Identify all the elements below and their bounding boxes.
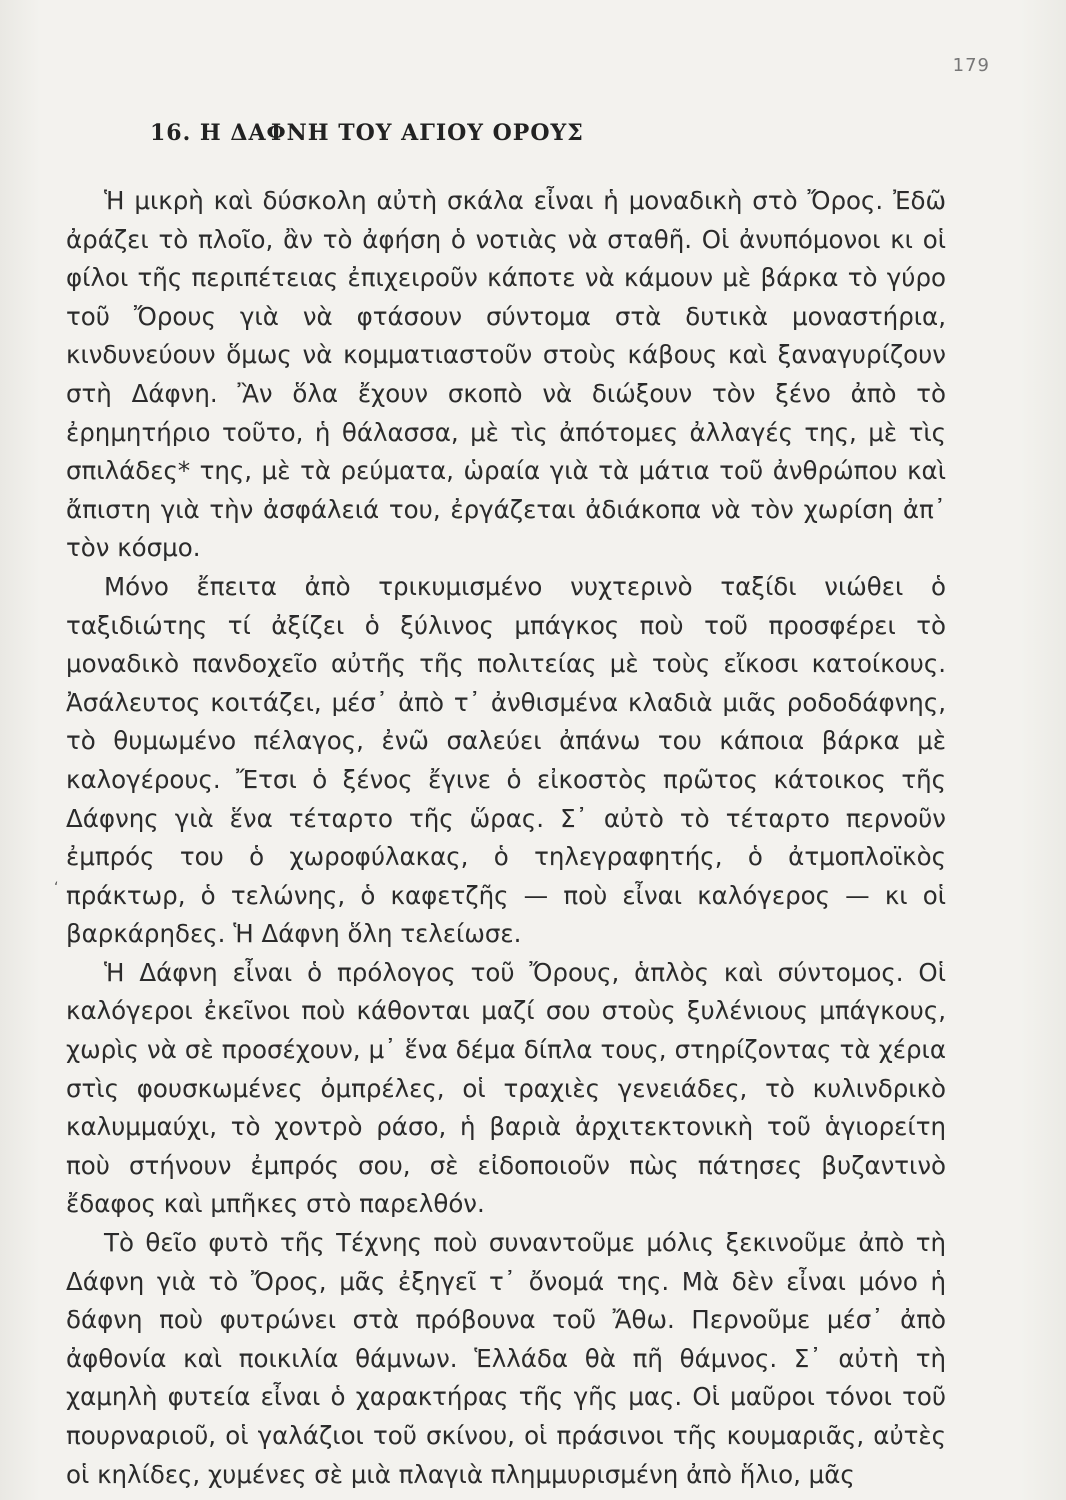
paragraph-3: Ἡ Δάφνη εἶναι ὁ πρόλογος τοῦ Ὄρους, ἁπλὸς καὶ σύντομος. Οἱ καλόγεροι ἐκεῖνοι ποὺ κάθονται μαζί σου στοὺς ξυλένιους μπάγκους, χωρὶς νὰ σὲ προσέχουν, μ᾽ ἕνα δέμα δίπλα τους, στηρίζοντας τὰ χέρια στὶς φουσκωμένες ὀμπρέλες, οἱ τραχιὲς γενειάδες, τὸ κυλινδρικὸ καλυμμαύχι, τὸ χοντρὸ ράσο, ἡ βαριὰ ἀρχιτεκτονικὴ τοῦ ἁγιορείτη ποὺ στήνουν ἐμπρός σου, σὲ εἰδοποιοῦν πὼς πάτησες βυζαντινὸ ἔδαφος καὶ μπῆκες στὸ παρελθόν. — [66, 957, 946, 1219]
margin-mark: ‘ — [54, 880, 59, 896]
page-number: 179 — [952, 55, 990, 76]
paragraph-2: Μόνο ἔπειτα ἀπὸ τρικυμισμένο νυχτερινὸ ταξίδι νιώθει ὁ ταξιδιώτης τί ἀξίζει ὁ ξύλινος μπάγκος ποὺ τοῦ προσφέρει τὸ μοναδικὸ πανδοχεῖο αὐτῆς τῆς πολιτείας μὲ τοὺς εἴκοσι κατοίκους. Ἀσάλευτος κοιτάζει, μέσ᾽ ἀπὸ τ᾽ ἀνθισμένα κλαδιὰ μιᾶς ροδοδάφνης, τὸ θυμωμένο πέλαγος, ἐνῶ σαλεύει ἀπάνω του κάποια βάρκα μὲ καλογέρους. Ἔτσι ὁ ξένος ἔγινε ὁ εἰκοστὸς πρῶτος κάτοικος τῆς Δάφνης γιὰ ἕνα τέταρτο τῆς ὥρας. Σ᾽ αὐτὸ τὸ τέταρτο περνοῦν ἐμπρός του ὁ χωροφύλακας, ὁ τηλεγραφητής, ὁ ἀτμοπλοϊκὸς πράκτωρ, ὁ τελώνης, ὁ καφετζῆς — ποὺ εἶναι καλόγερος — κι οἱ βαρκάρηδες. Ἡ Δάφνη ὅλη τελείωσε. — [66, 571, 946, 949]
paragraph-1: Ἡ μικρὴ καὶ δύσκολη αὐτὴ σκάλα εἶναι ἡ μοναδικὴ στὸ Ὄρος. Ἐδῶ ἀράζει τὸ πλοῖο, ἂν τὸ ἀφήση ὁ νοτιὰς νὰ σταθῆ. Οἱ ἀνυπόμονοι κι οἱ φίλοι τῆς περιπέτειας ἐπιχειροῦν κάποτε νὰ κάμουν μὲ βάρκα τὸ γύρο τοῦ Ὄρους γιὰ νὰ φτάσουν σύντομα στὰ δυτικὰ μοναστήρια, κινδυνεύουν ὅμως νὰ κομματιαστοῦν στοὺς κάβους καὶ ξαναγυρίζουν στὴ Δάφνη. Ἂν ὅλα ἔχουν σκοπὸ νὰ διώξουν τὸν ξένο ἀπὸ τὸ ἐρημητήριο τοῦτο, ἡ θάλασσα, μὲ τὶς ἀπότομες ἀλλαγές της, μὲ τὶς σπιλάδες* της, μὲ τὰ ρεύματα, ὡραία γιὰ τὰ μάτια τοῦ ἀνθρώπου καὶ ἄπιστη γιὰ τὴν ἀσφάλειά του, ἐργάζεται ἀδιάκοπα νὰ τὸν χωρίση ἀπ᾽ τὸν κόσμο. — [66, 186, 946, 563]
chapter-heading: 16. Η ΔΑΦΝΗ ΤΟΥ ΑΓΙΟΥ ΟΡΟΥΣ — [150, 120, 584, 146]
paragraph-4: Τὸ θεῖο φυτὸ τῆς Τέχνης ποὺ συναντοῦμε μόλις ξεκινοῦμε ἀπὸ τὴ Δάφνη γιὰ τὸ Ὄρος, μᾶς ἐξηγεῖ τ᾽ ὄνομά της. Μὰ δὲν εἶναι μόνο ἡ δάφνη ποὺ φυτρώνει στὰ πρόβουνα τοῦ Ἄθω. Περνοῦμε μέσ᾽ ἀπὸ ἀφθονία καὶ ποικιλία θάμνων. Ἑλλάδα θὰ πῆ θάμνος. Σ᾽ αὐτὴ τὴ χαμηλὴ φυτεία εἶναι ὁ χαρακτήρας τῆς γῆς μας. Οἱ μαῦροι τόνοι τοῦ πουρναριοῦ, οἱ γαλάζιοι τοῦ σκίνου, οἱ πράσινοι τῆς κουμαριᾶς, αὐτὲς οἱ κηλίδες, χυμένες σὲ μιὰ πλαγιὰ πλημμυρισμένη ἀπὸ ἥλιο, μᾶς — [66, 1228, 946, 1489]
body-text — [66, 182, 946, 1494]
